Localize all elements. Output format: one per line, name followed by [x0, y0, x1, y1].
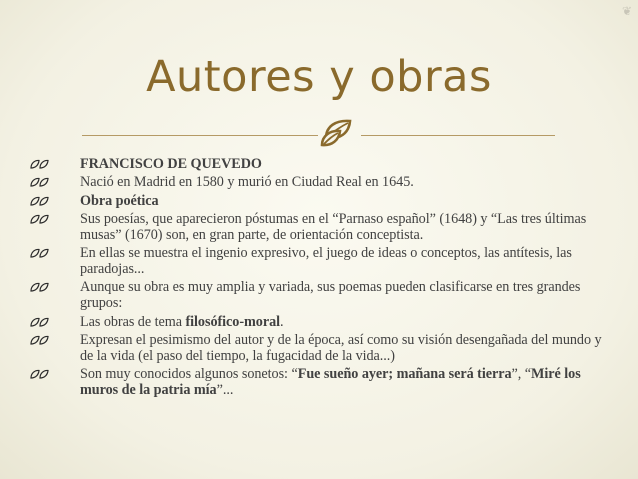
bullet-text-suffix: . — [280, 313, 284, 330]
double-leaf-bullet-icon — [30, 282, 50, 293]
bullet-text-part: ”, “ — [511, 366, 532, 382]
list-item — [30, 175, 610, 191]
divider-line-right — [361, 135, 555, 136]
author-name: FRANCISCO DE QUEVEDO — [80, 156, 262, 172]
bullet-list — [30, 157, 610, 401]
sonnet-title: Fue sueño ayer; mañana será tierra — [297, 366, 512, 382]
list-item — [30, 280, 610, 312]
slide-title: Autores y obras — [146, 52, 492, 102]
bullet-text: Nació en Madrid en 1580 y murió en Ciudad Real en 1645. — [80, 174, 414, 191]
list-item — [30, 367, 610, 399]
list-item — [30, 333, 610, 365]
double-leaf-corner-icon: ❦ — [621, 4, 632, 18]
double-leaf-bullet-icon — [30, 159, 50, 170]
list-item — [30, 315, 610, 331]
bullet-text-part: ”... — [216, 381, 234, 398]
bullet-text: Aunque su obra es muy amplia y variada, sus poemas pueden clasificarse en tres grandes grupos: — [80, 279, 581, 312]
bullet-text-prefix: Las obras de tema — [80, 313, 186, 330]
section-heading: Obra poética — [80, 192, 159, 209]
bullet-text: Expresan el pesimismo del autor y de la época, así como su visión desengañada del mundo y de la vida (el paso del tiempo, la fugacidad de la vida...) — [80, 331, 602, 364]
bullet-text: En ellas se muestra el ingenio expresivo, el juego de ideas o conceptos, las antítesis, las paradojas... — [80, 245, 572, 277]
bullet-text-bold: filosófico-moral — [185, 313, 281, 330]
double-leaf-bullet-icon — [30, 196, 50, 207]
bullet-text: Sus poesías, que aparecieron póstumas en el “Parnaso español” (1648) y “Las tres últimas musas” (1670) son, en gran parte, de orientación conceptista. — [80, 210, 587, 243]
divider-line-left — [82, 135, 318, 136]
sonnet-title: Miré los muros de la patria mía — [80, 366, 581, 398]
double-leaf-ornament-icon — [320, 116, 358, 148]
double-leaf-bullet-icon — [30, 335, 50, 346]
double-leaf-bullet-icon — [30, 214, 50, 225]
double-leaf-bullet-icon — [30, 248, 50, 259]
list-item — [30, 194, 610, 210]
list-item — [30, 212, 610, 244]
double-leaf-bullet-icon — [30, 317, 50, 328]
list-item — [30, 157, 610, 173]
list-item — [30, 246, 610, 278]
double-leaf-bullet-icon — [30, 369, 50, 380]
double-leaf-bullet-icon — [30, 177, 50, 188]
bullet-text-part: Son muy conocidos algunos sonetos: “ — [80, 366, 298, 382]
